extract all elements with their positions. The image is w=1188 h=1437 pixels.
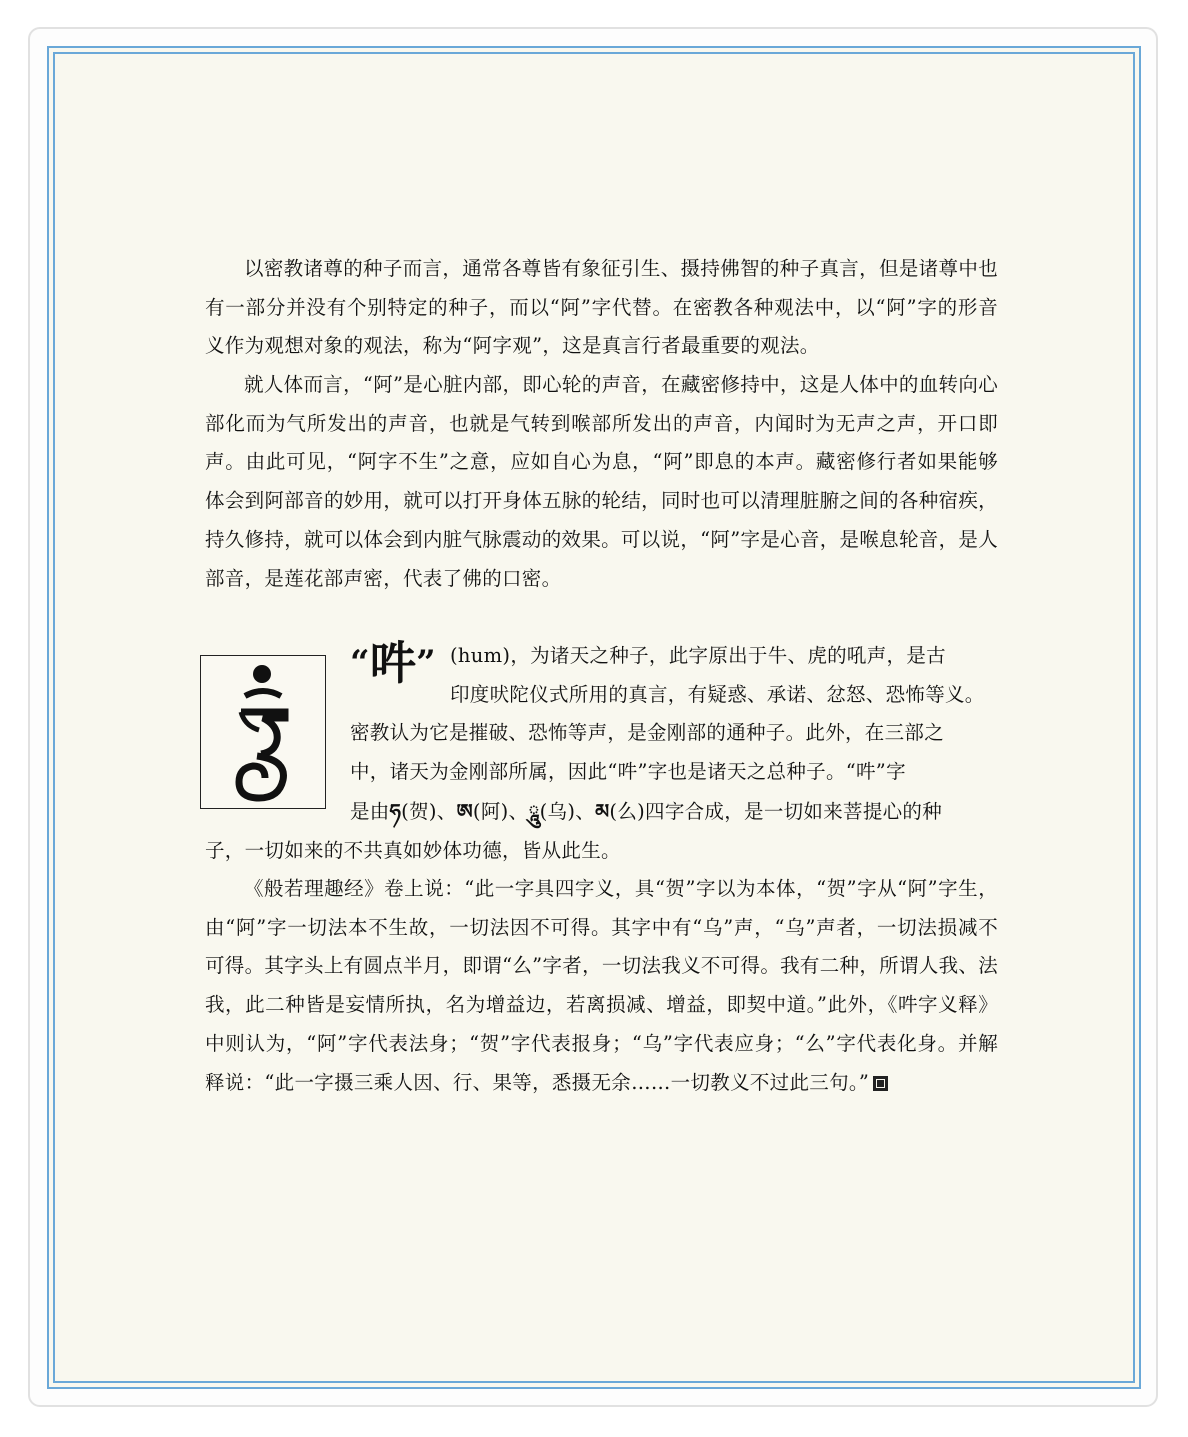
paragraph-a-syllable: 以密教诸尊的种子而言，通常各尊皆有象征引生、摄持佛智的种子真言，但是诸尊中也有一部分并没有个别特定的种子，而以“阿”字代替。在密教各种观法中，以“阿”字的形音义作为观想对象的观法，称为“阿字观”，这是真言行者最重要的观法。: [205, 257, 998, 358]
m-label: (么): [609, 799, 646, 823]
hum-heading: “吽”: [350, 636, 437, 690]
text-block-3: [205, 870, 998, 1102]
hum-line-3: 密教认为它是摧破、恐怖等声，是金刚部的通种子。此外，在三部之: [350, 721, 945, 745]
text-block-1: [205, 250, 998, 366]
u-label: (乌)、: [539, 799, 596, 823]
a-label: (阿)、: [472, 799, 529, 823]
hum-line-2: 印度吠陀仪式所用的真言，有疑惑、承诺、忿怒、恐怖等义。: [450, 682, 985, 706]
hum-line-5: [205, 792, 998, 832]
tibetan-u: ཱུ: [528, 798, 540, 823]
tibetan-a: ཨ: [456, 798, 473, 823]
text-block-2: [205, 366, 998, 598]
tibetan-ha: ཧ: [389, 798, 402, 823]
hum-line-1: (hum)，为诸天之种子，此字原出于牛、虎的吼声，是古: [450, 644, 946, 667]
paragraph-prajna-text: 《般若理趣经》卷上说：“此一字具四字义，具“贺”字以为本体，“贺”字从“阿”字生，由“阿”字一切法本不生故，一切法因不可得。其字中有“乌”声，“乌”声者，一切法损减不可得。其字头上有圆点半月，即谓“么”字者，一切法我义不可得。我有二种，所谓人我、法我，此二种皆是妄情所执，名为增益边，若离损减、增益，即契中道。”此外，《吽字义释》中则认为，“阿”字代表法身；“贺”字代表报身；“乌”字代表应身；“么”字代表化身。并解释说：“此一字摄三乘人因、行、果等，悉摄无余……一切教义不过此三句。”: [205, 877, 998, 1094]
hum-line-5-prefix: 是由: [350, 799, 390, 823]
hum-heading-char: 吽: [369, 636, 417, 690]
hum-line-6: 子，一切如来的不共真如妙体功德，皆从此生。: [205, 838, 621, 862]
hum-line-4: 中，诸天为金刚部所属，因此“吽”字也是诸天之总种子。“吽”字: [350, 760, 906, 784]
paragraph-prajna-sutra: [205, 870, 998, 1102]
hum-section: [205, 637, 998, 870]
paragraph-a-body: 就人体而言，“阿”是心脏内部，即心轮的声音，在藏密修持中，这是人体中的血转向心部化而为气所发出的声音，也就是气转到喉部所发出的声音，内闻时为无声之声，开口即声。由此可见，“阿字不生”之意，应如自心为息，“阿”即息的本声。藏密修行者如果能够体会到阿部音的妙用，就可以打开身体五脉的轮结，同时也可以清理脏腑之间的各种宿疾，持久修持，就可以体会到内脏气脉震动的效果。可以说，“阿”字是心音，是喉息轮音，是人部音，是莲花部声密，代表了佛的口密。: [205, 373, 998, 590]
ha-label: (贺)、: [401, 799, 457, 823]
tibetan-m: མ: [595, 798, 610, 823]
end-mark-icon: [873, 1076, 888, 1091]
hum-line-5-suffix: 四字合成，是一切如来菩提心的种: [645, 799, 943, 823]
